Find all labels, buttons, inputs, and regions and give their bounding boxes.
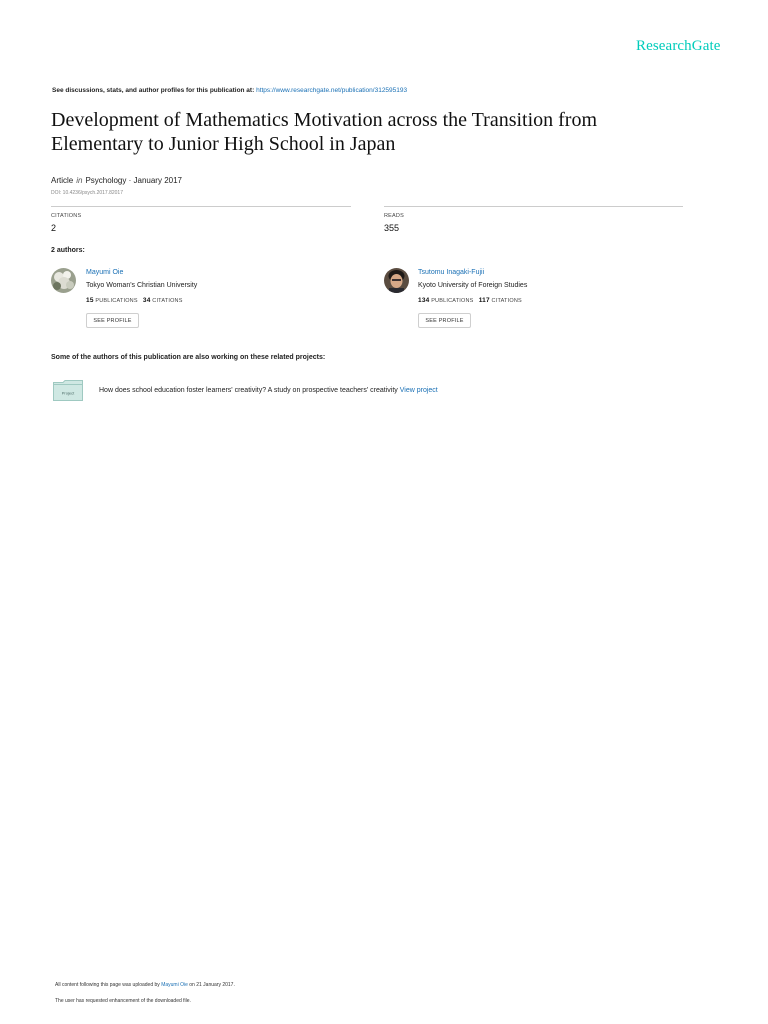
reads-label: READS xyxy=(384,213,404,219)
author-avatar-2[interactable] xyxy=(384,268,409,293)
researchgate-logo[interactable]: ResearchGate xyxy=(636,38,721,54)
uploader-link[interactable]: Mayumi Oie xyxy=(161,982,188,988)
related-projects-heading: Some of the authors of this publication are also working on these related projects: xyxy=(51,354,326,361)
citations-value: 2 xyxy=(51,223,57,233)
author-name-1[interactable]: Mayumi Oie xyxy=(86,269,124,276)
author-name-2[interactable]: Tsutomu Inagaki-Fujii xyxy=(418,269,485,276)
publication-date: · January 2017 xyxy=(128,176,182,185)
project-folder-label: Project xyxy=(61,390,75,396)
enhancement-note: The user has requested enhancement of the downloaded file. xyxy=(55,998,191,1004)
upload-note xyxy=(55,982,235,988)
author-publications-label-2: PUBLICATIONS xyxy=(431,298,474,304)
upload-prefix: All content following this page was uploaded by xyxy=(55,982,160,988)
publication-url-link[interactable]: https://www.researchgate.net/publication/312595193 xyxy=(256,87,408,94)
see-profile-button-1[interactable]: SEE PROFILE xyxy=(86,313,139,328)
project-item xyxy=(99,387,438,394)
author-citations-count-2: 117 xyxy=(478,297,490,304)
see-discussions-text: See discussions, stats, and author profiles for this publication at: xyxy=(52,87,255,94)
author-stats-1 xyxy=(86,297,183,304)
project-title[interactable]: How does school education foster learners' creativity? A study on prospective teachers' creativity xyxy=(99,387,398,394)
divider-left xyxy=(51,206,351,207)
journal-link[interactable]: Psychology xyxy=(85,176,127,185)
divider-right xyxy=(384,206,683,207)
reads-value: 355 xyxy=(384,223,400,233)
in-label: in xyxy=(76,176,83,185)
article-type: Article xyxy=(51,176,74,185)
project-folder-icon[interactable] xyxy=(53,380,83,401)
publication-meta xyxy=(51,176,182,185)
author-avatar-1[interactable] xyxy=(51,268,76,293)
authors-heading: 2 authors: xyxy=(51,247,85,254)
author-publications-count-2: 134 xyxy=(418,297,430,304)
doi-text: DOI: 10.4236/psych.2017.82017 xyxy=(51,190,123,196)
publication-title: Development of Mathematics Motivation across the Transition from Elementary to Junior High School in Japan xyxy=(51,109,598,155)
author-stats-2 xyxy=(418,297,522,304)
see-discussions-line xyxy=(52,87,407,94)
author-citations-label-2: CITATIONS xyxy=(491,298,522,304)
upload-suffix: on 21 January 2017. xyxy=(189,982,235,988)
author-publications-count-1: 15 xyxy=(86,297,94,304)
author-institution-2[interactable]: Kyoto University of Foreign Studies xyxy=(418,282,528,289)
author-publications-label-1: PUBLICATIONS xyxy=(95,298,138,304)
citations-label: CITATIONS xyxy=(51,213,82,219)
author-citations-label-1: CITATIONS xyxy=(152,298,183,304)
author-citations-count-1: 34 xyxy=(142,297,151,304)
author-institution-1[interactable]: Tokyo Woman's Christian University xyxy=(86,282,198,289)
see-profile-button-2[interactable]: SEE PROFILE xyxy=(418,313,471,328)
view-project-link[interactable]: View project xyxy=(399,387,438,394)
